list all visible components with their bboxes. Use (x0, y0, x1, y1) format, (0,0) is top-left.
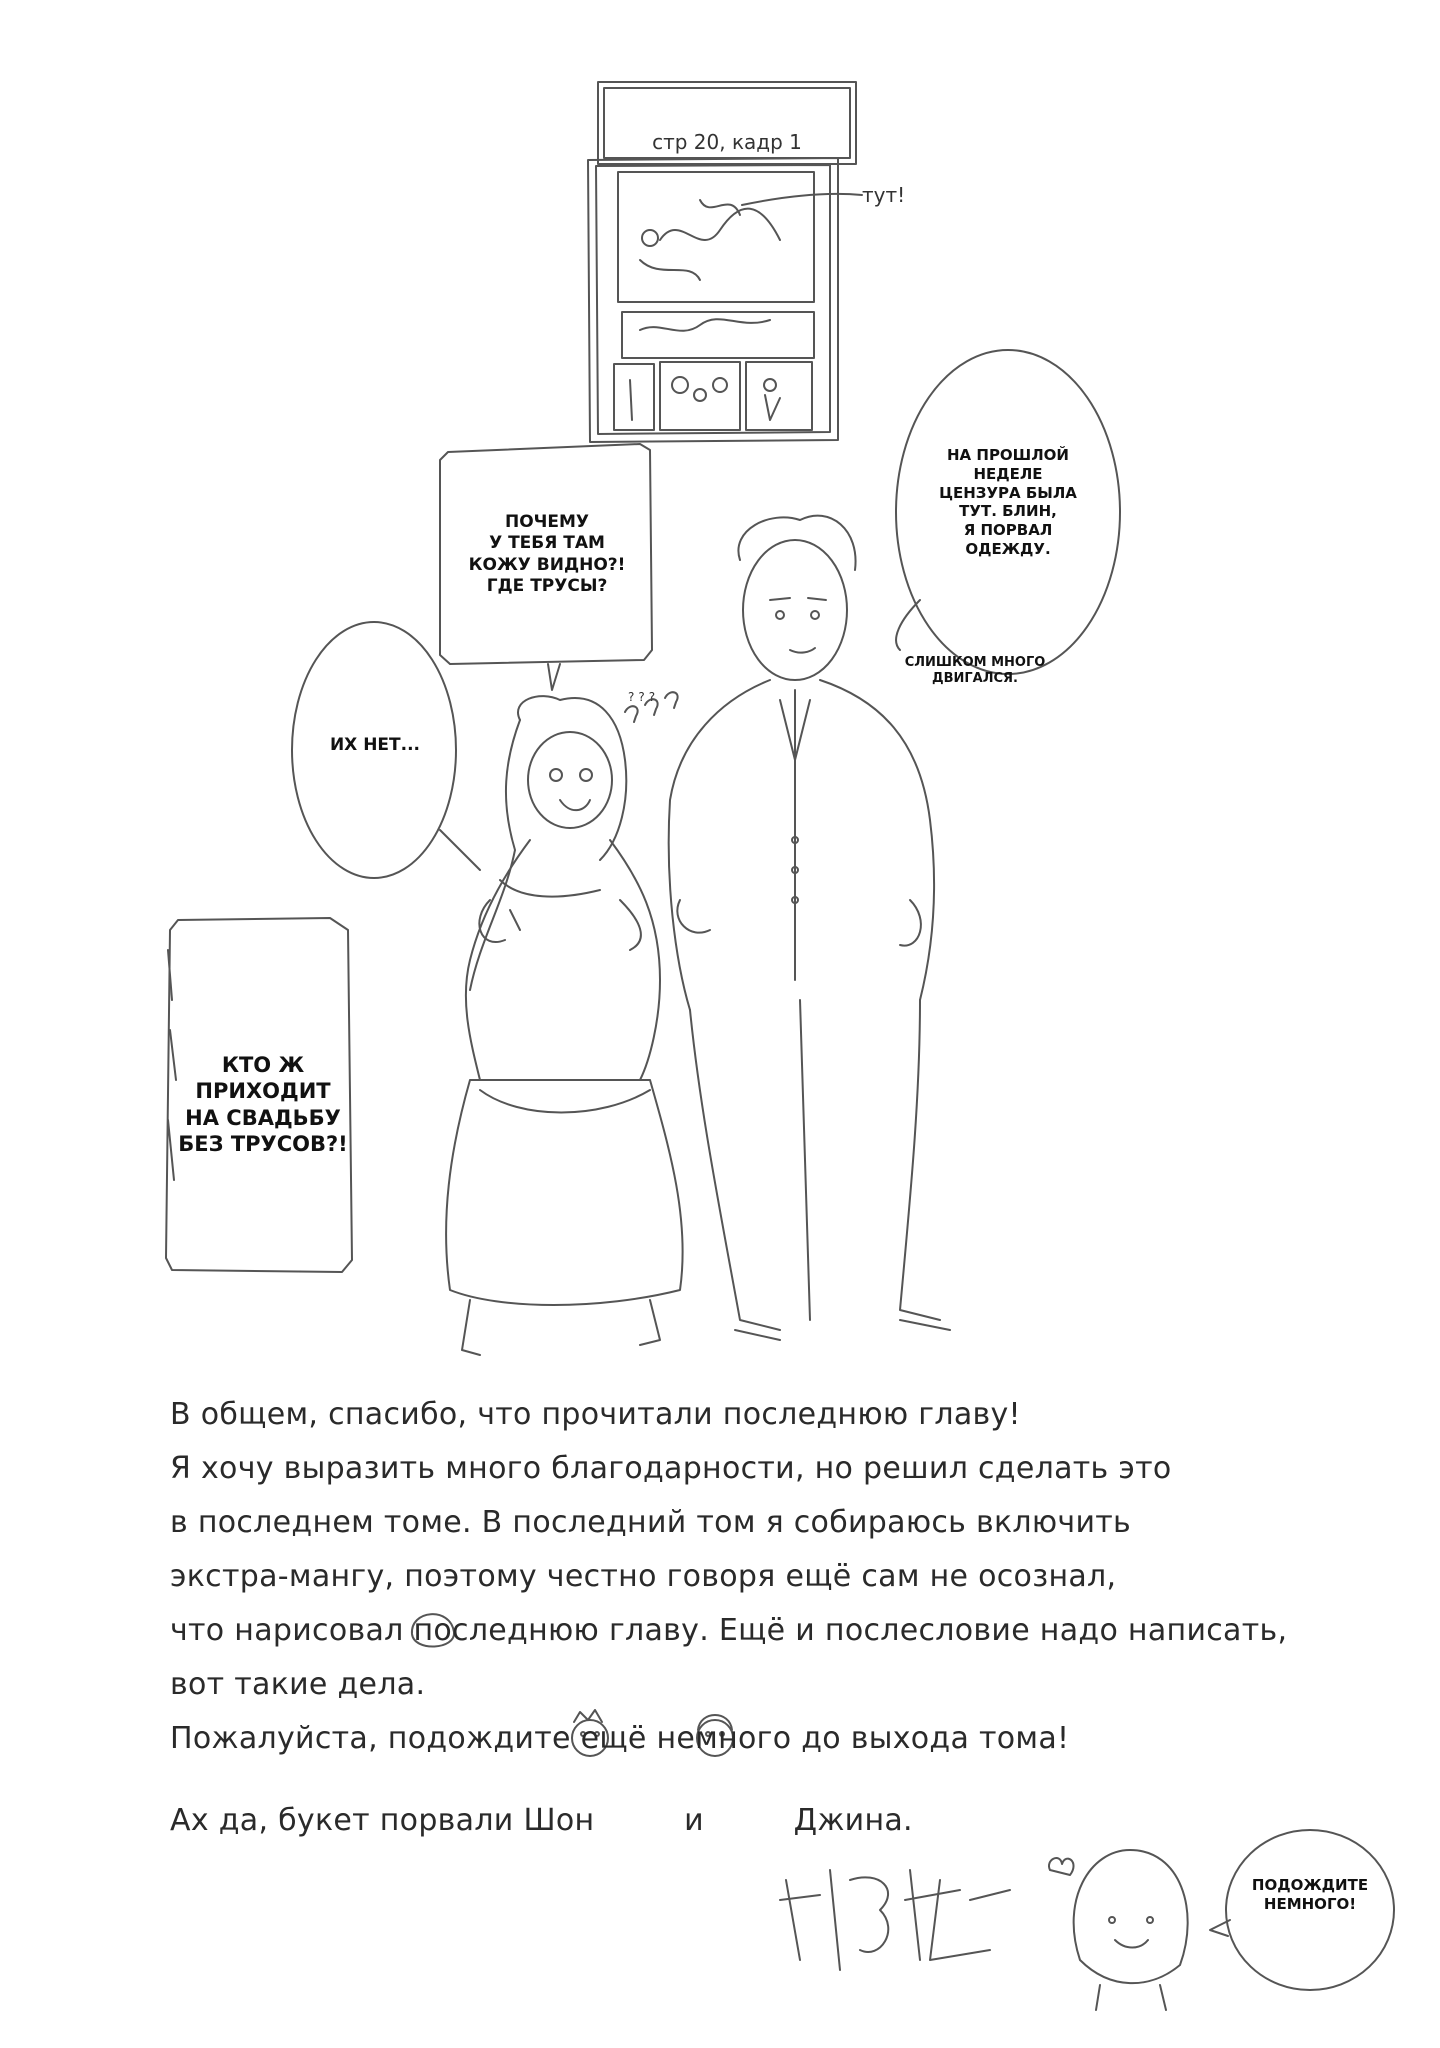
sfx-question-marks: ??? (628, 690, 660, 704)
thumbnail-caption: стр 20, кадр 1 (652, 130, 802, 154)
note-line-5: что нарисовал последнюю главу. Ещё и послесловие надо написать, (170, 1613, 1288, 1648)
bubble-why-skin (452, 512, 642, 597)
afterword-note (170, 1388, 1287, 1848)
caption-too-much (890, 655, 1060, 688)
note-line-3: в последнем томе. В последний том я собираюсь включить (170, 1505, 1132, 1540)
thumbnail-pointer-label: тут! (862, 183, 906, 207)
girl-figure-sketch (446, 692, 683, 1355)
note-ps-and: и (684, 1803, 704, 1838)
mascot-doodle (1049, 1850, 1188, 2010)
note-ps-prefix: Ах да, букет порвали Шон (170, 1803, 595, 1838)
author-signature (780, 1870, 1010, 1970)
caption-too-much-text: СЛИШКОМ МНОГО ДВИГАЛСЯ. (904, 655, 1046, 687)
note-line-7: Пожалуйста, подождите ещё немного до выхода тома! (170, 1721, 1070, 1756)
note-line-2: Я хочу выразить много благодарности, но решил сделать это (170, 1451, 1172, 1486)
bubble-wait-text: ПОДОЖДИТЕ НЕМНОГО! (1251, 1876, 1369, 1913)
note-ps-suffix: Джина. (793, 1803, 913, 1838)
note-line-6: вот такие дела. (170, 1667, 426, 1702)
note-line-1: В общем, спасибо, что прочитали последнюю главу! (170, 1397, 1021, 1432)
bubble-who-comes (178, 1052, 348, 1157)
note-postscript (170, 1794, 1287, 1848)
bubble-why-skin-text: ПОЧЕМУ У ТЕБЯ ТАМ КОЖУ ВИДНО?! ГДЕ ТРУСЫ? (468, 512, 626, 596)
bubble-who-comes-text: КТО Ж ПРИХОДИТ НА СВАДЬБУ БЕЗ ТРУСОВ?! (178, 1053, 348, 1156)
bubble-wait (1230, 1876, 1390, 1914)
bubble-last-week (918, 446, 1098, 559)
bubble-none-text: ИХ НЕТ... (329, 735, 421, 755)
bubble-none (300, 735, 450, 756)
note-line-4: экстра-мангу, поэтому честно говоря ещё сам не осознал, (170, 1559, 1117, 1594)
man-figure-sketch (669, 516, 950, 1340)
bubble-last-week-text: НА ПРОШЛОЙ НЕДЕЛЕ ЦЕНЗУРА БЫЛА ТУТ. БЛИН, Я ПОРВАЛ ОДЕЖДУ. (939, 446, 1077, 558)
